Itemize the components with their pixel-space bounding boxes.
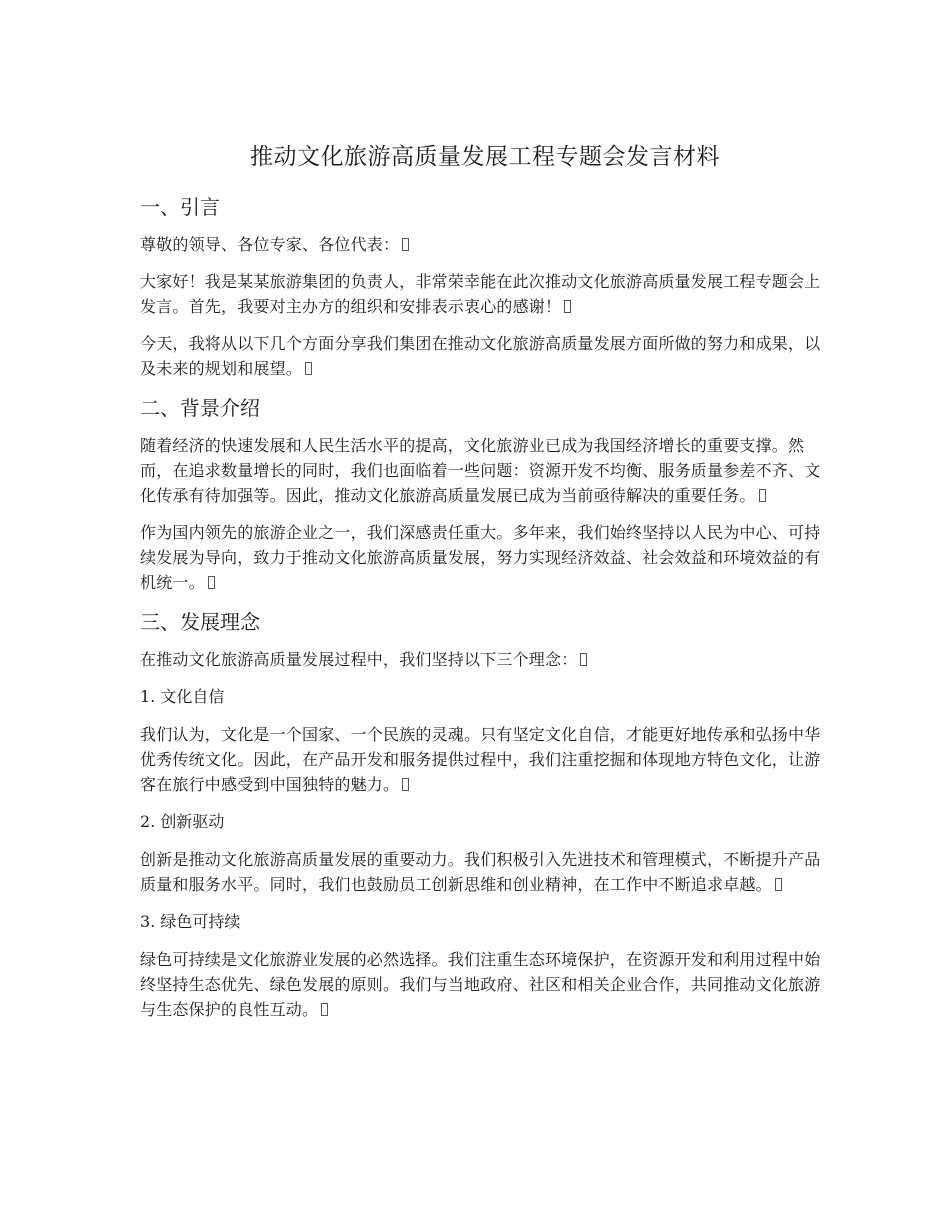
paragraph: 作为国内领先的旅游企业之一，我们深感责任重大。多年来，我们始终坚持以人民为中心、可持续发展为导向，致力于推动文化旅游高质量发展，努力实现经济效益、社会效益和环境效益的有机统一。 — [140, 523, 821, 592]
paragraph: 大家好！我是某某旅游集团的负责人，非常荣幸能在此次推动文化旅游高质量发展工程专题会上发言。首先，我要对主办方的组织和安排表示衷心的感谢！ — [140, 272, 821, 316]
paragraph: 随着经济的快速发展和人民生活水平的提高，文化旅游业已成为我国经济增长的重要支撑。然而，在追求数量增长的同时，我们也面临着一些问题：资源开发不均衡、服务质量参差不齐、文化传承有待加强等。因此，推动文化旅游高质量发展已成为当前亟待解决的重要任务。 — [140, 436, 821, 505]
section-heading-philosophy: 三、发展理念 — [140, 610, 260, 634]
paragraph: 创新是推动文化旅游高质量发展的重要动力。我们积极引入先进技术和管理模式，不断提升产品质量和服务水平。同时，我们也鼓励员工创新思维和创业精神，在工作中不断追求卓越。 — [140, 850, 821, 894]
document-page — [140, 140, 830, 1034]
paragraph-end-mark — [580, 653, 587, 666]
document-title: 推动文化旅游高质量发展工程专题会发言材料 — [250, 144, 720, 170]
section-heading-introduction: 一、引言 — [140, 195, 220, 219]
item-heading-cultural-confidence: 1. 文化自信 — [140, 687, 225, 706]
item-heading-green-sustainable: 3. 绿色可持续 — [140, 912, 241, 931]
paragraph-end-mark — [305, 362, 312, 375]
paragraph-end-mark — [402, 778, 409, 791]
paragraph: 我们认为，文化是一个国家、一个民族的灵魂。只有坚定文化自信，才能更好地传承和弘扬中华优秀传统文化。因此，在产品开发和服务提供过程中，我们注重挖掘和体现地方特色文化，让游客在旅行中感受到中国独特的魅力。 — [140, 725, 821, 794]
paragraph-end-mark — [564, 300, 571, 313]
paragraph-end-mark — [321, 1003, 328, 1016]
paragraph: 今天，我将从以下几个方面分享我们集团在推动文化旅游高质量发展方面所做的努力和成果，以及未来的规划和展望。 — [140, 334, 821, 378]
paragraph-end-mark — [759, 489, 766, 502]
paragraph: 尊敬的领导、各位专家、各位代表： — [140, 232, 830, 257]
item-heading-innovation-driven: 2. 创新驱动 — [140, 812, 225, 831]
paragraph: 在推动文化旅游高质量发展过程中，我们坚持以下三个理念： — [140, 647, 830, 672]
paragraph-end-mark — [402, 238, 409, 251]
paragraph: 绿色可持续是文化旅游业发展的必然选择。我们注重生态环境保护，在资源开发和利用过程中始终坚持生态优先、绿色发展的原则。我们与当地政府、社区和相关企业合作，共同推动文化旅游与生态保护的良性互动。 — [140, 950, 821, 1019]
paragraph-end-mark — [775, 878, 782, 891]
section-heading-background: 二、背景介绍 — [140, 396, 260, 420]
paragraph-end-mark — [208, 576, 215, 589]
